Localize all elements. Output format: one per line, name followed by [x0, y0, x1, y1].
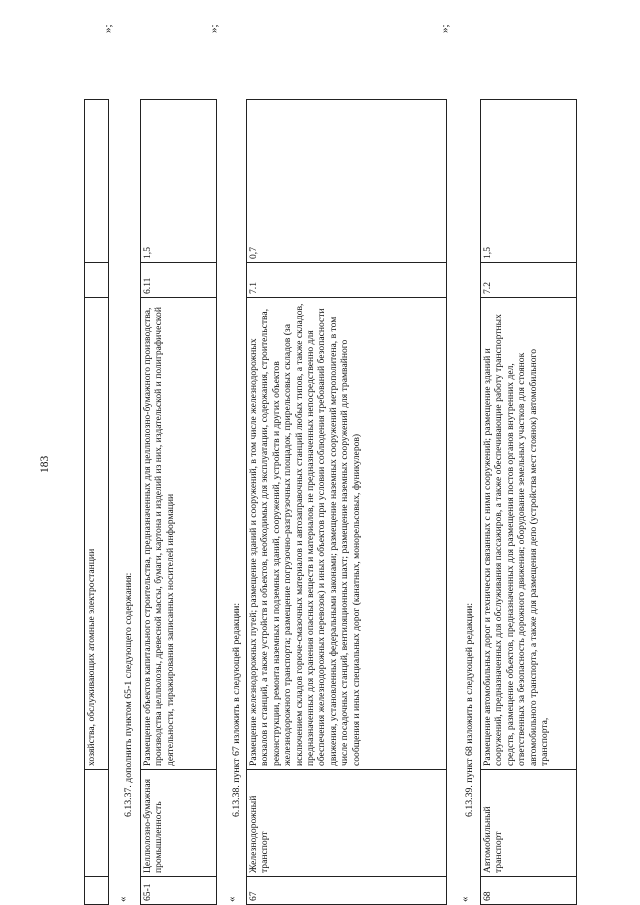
- cell-num: 67: [247, 877, 447, 905]
- cell-name: [85, 770, 109, 877]
- cell-code: 7.2: [481, 263, 577, 298]
- closing-quote: »;: [102, 24, 114, 33]
- opening-quote: «: [459, 896, 471, 902]
- table-row: [85, 100, 109, 905]
- closing-quote: »;: [439, 24, 451, 33]
- cell-desc: хозяйства, обслуживающих атомные электростанции: [85, 298, 109, 770]
- table-row-68: [480, 99, 577, 905]
- table-row: [141, 100, 217, 905]
- cell-name: Автомобильный транспорт: [481, 770, 577, 877]
- cell-name: Железнодорожный транспорт: [247, 770, 447, 877]
- cell-desc: Размещение железнодорожных путей; размещение зданий и сооружений, в том числе железнодорожных вокзалов и станций, а также устройств и объектов, необходимых для эксплуатации, содержания, строительства, реконструкции, ремонта наземных и подземных зданий, сооружений, устройств и других объектов железнодорожного транспорта; размещение погрузочно-разгрузочных площадок, прирельсовых складов (за исключением складов горюче-смазочных материалов и автозаправочных станций любых типов, а также складов, предназначенных для хранения опасных веществ и материалов, не предназначенных непосредственно для обеспечения железнодорожных перевозок) и иных объектов при условии соблюдения требований безопасности движения, установленных федеральными законами; размещение наземных сооружений метрополитена, в том числе посадочных станций, вентиляционных шахт; размещение наземных сооружений для трамвайного сообщения и иных специальных дорог (канатных, монорельсовых, фуникулеров): [247, 298, 447, 770]
- opening-quote: «: [226, 896, 238, 902]
- table-row-67: [246, 99, 447, 905]
- cell-code: [85, 263, 109, 298]
- page-number: 183: [39, 455, 51, 473]
- table-row: [247, 100, 447, 905]
- table-row-65-1: [140, 99, 217, 905]
- cell-code: 7.1: [247, 263, 447, 298]
- cell-code: 6.11: [141, 263, 217, 298]
- cell-name: Целлюлозно-бумажная промышленность: [141, 770, 217, 877]
- table-row: [481, 100, 577, 905]
- cell-value: 1,5: [481, 100, 577, 263]
- cell-desc: Размещение автомобильных дорог и технически связанных с ними сооружений; размещение зданий и сооружений, предназначенных для обслуживания пассажиров, а также обеспечивающие работу транспортных средств, размещение объектов, предназначенных для размещения постов органов внутренних дел, ответственных за безопасность дорожного движения; оборудование земельных участков для стоянок автомобильного транспорта, а также для размещения депо (устройства мест стоянок) автомобильного транспорта,: [481, 298, 577, 770]
- cell-num: 65-1: [141, 877, 217, 905]
- cell-num: 68: [481, 877, 577, 905]
- cell-desc: Размещение объектов капитального строительства, предназначенных для целлюлозно-бумажного производства, производства целлюлозы, древесной массы, бумаги, картона и изделий из них, издательской и полиграфической деятельности, тиражирования записанных носителей информации: [141, 298, 217, 770]
- cell-num: [85, 877, 109, 905]
- table-top-fragment: [84, 99, 109, 905]
- closing-quote: »;: [208, 24, 220, 33]
- cell-value: 1,5: [141, 100, 217, 263]
- opening-quote: «: [117, 896, 129, 902]
- instruction-6-13-38: 6.13.38. пункт 67 изложить в следующей редакции:: [231, 602, 242, 817]
- cell-value: 0,7: [247, 100, 447, 263]
- cell-value: [85, 100, 109, 263]
- instruction-6-13-37: 6.13.37. дополнить пунктом 65-1 следующего содержания:: [123, 572, 134, 817]
- instruction-6-13-39: 6.13.39. пункт 68 изложить в следующей редакции:: [464, 602, 475, 817]
